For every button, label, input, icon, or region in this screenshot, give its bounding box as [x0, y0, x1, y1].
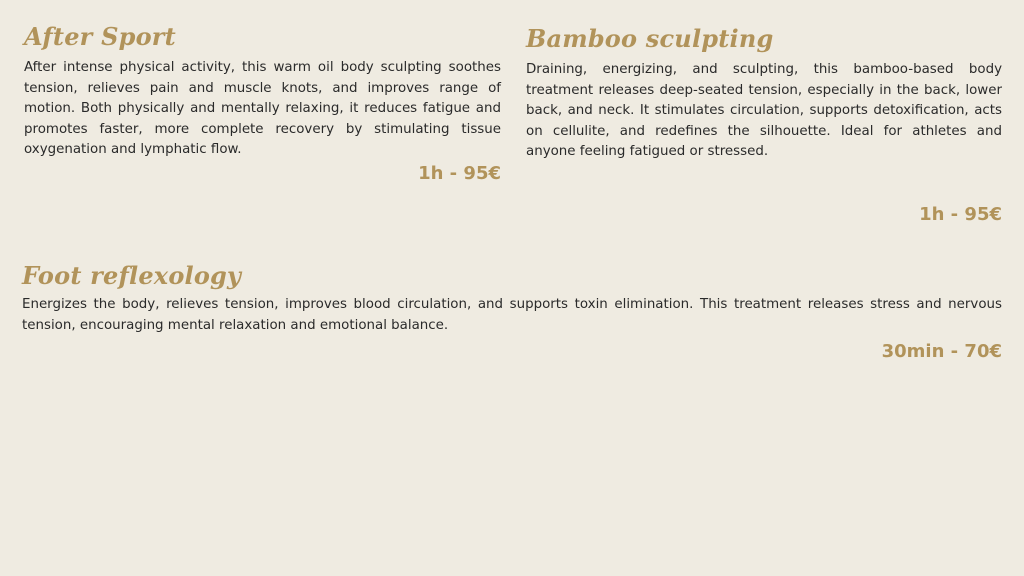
treatment-description: Draining, energizing, and sculpting, this bamboo-based body treatment releases deep-seated tension, especially in the back, lower back, and neck. It stimulates circulation, supports detoxification, acts on cellulite, and redefines the silhouette. Ideal for athletes and anyone feeling fatigued or stressed.	[526, 62, 1002, 159]
treatment-title: Bamboo sculpting	[526, 24, 774, 53]
treatment-after-sport	[24, 22, 501, 184]
treatment-price: 30min - 70€	[881, 341, 1002, 362]
treatment-description: Energizes the body, relieves tension, improves blood circulation, and supports toxin elimination. This treatment releases stress and nervous tension, encouraging mental relaxation and emotional balance.	[22, 297, 1002, 333]
treatment-title: Foot reflexology	[22, 261, 242, 290]
treatment-title: After Sport	[24, 22, 176, 51]
treatment-foot-reflexology	[22, 261, 1002, 362]
treatment-description: After intense physical activity, this warm oil body sculpting soothes tension, relieves pain and muscle knots, and improves range of motion. Both physically and mentally relaxing, it reduces fatigue and promotes faster, more complete recovery by stimulating tissue oxygenation and lymphatic flow.	[24, 60, 501, 157]
treatment-bamboo-sculpting	[526, 24, 1002, 225]
treatment-price: 1h - 95€	[418, 163, 501, 184]
treatment-price: 1h - 95€	[919, 204, 1002, 225]
